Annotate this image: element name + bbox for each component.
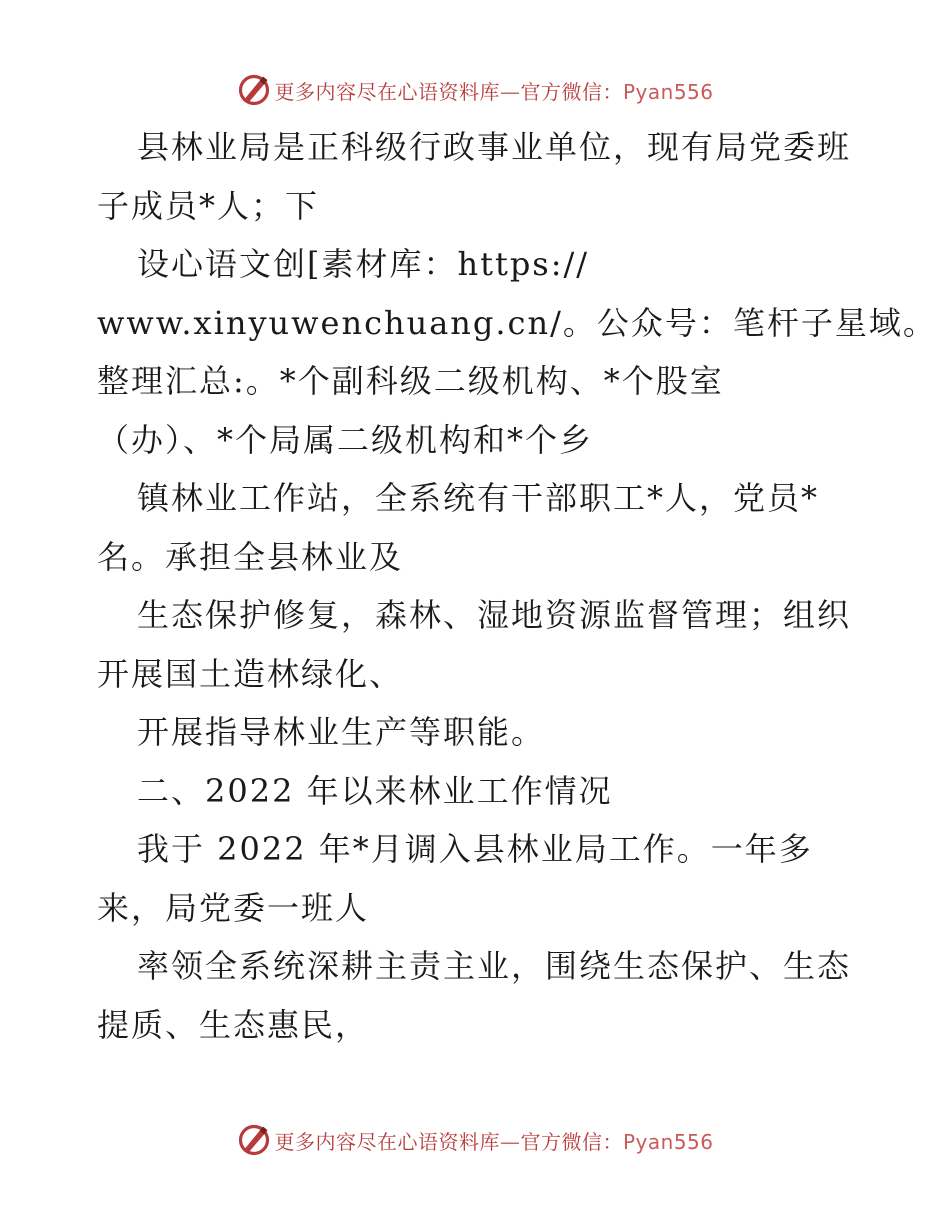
banner-separator: —: [499, 1129, 521, 1154]
section-heading: 二、2022 年以来林业工作情况: [137, 771, 613, 810]
banner-separator: —: [499, 79, 521, 104]
paragraph-line: 开展指导林业生产等职能。: [137, 713, 546, 751]
banner-main-text: 更多内容尽在心语资料库: [274, 1129, 500, 1154]
banner-official-label: 官方微信：: [520, 79, 623, 104]
paragraph-line: 生态保护修复，森林、湿地资源监督管理；组织: [137, 596, 852, 634]
paragraph-line: 名。承担全县林业及: [97, 537, 404, 576]
paragraph-line: 我于 2022 年*月调入县林业局工作。一年多: [137, 830, 813, 868]
footer-banner: [0, 1120, 950, 1160]
paragraph-line: 来，局党委一班人: [97, 888, 370, 927]
paragraph-line: 开展国土造林绿化、: [97, 654, 404, 693]
header-banner: [0, 70, 950, 110]
paragraph-line: 率领全系统深耕主责主业，围绕生态保护、生态: [137, 947, 852, 985]
pen-logo-icon: [236, 72, 272, 108]
banner-wechat-id: Pyan556: [622, 79, 714, 104]
paragraph-line: 设心语文创[素材库：https://: [137, 245, 590, 283]
paragraph-line: 提质、生态惠民，: [97, 1005, 370, 1044]
paragraph-line: www.xinyuwenchuang.cn/。公众号：笔杆子星域。: [97, 303, 937, 342]
banner-main-text: 更多内容尽在心语资料库: [274, 79, 500, 104]
paragraph-line: 镇林业工作站，全系统有干部职工*人，党员*: [137, 479, 820, 517]
pen-logo-icon: [236, 1122, 272, 1158]
paragraph-line: 整理汇总:。*个副科级二级机构、*个股室: [97, 362, 724, 400]
banner-wechat-id: Pyan556: [622, 1129, 714, 1154]
document-body: [97, 118, 937, 1054]
paragraph-line: 县林业局是正科级行政事业单位，现有局党委班: [137, 128, 852, 166]
paragraph-line: 子成员*人；下: [97, 186, 320, 225]
banner-official-label: 官方微信：: [520, 1129, 623, 1154]
paragraph-line: （办）、*个局属二级机构和*个乡: [97, 420, 594, 459]
